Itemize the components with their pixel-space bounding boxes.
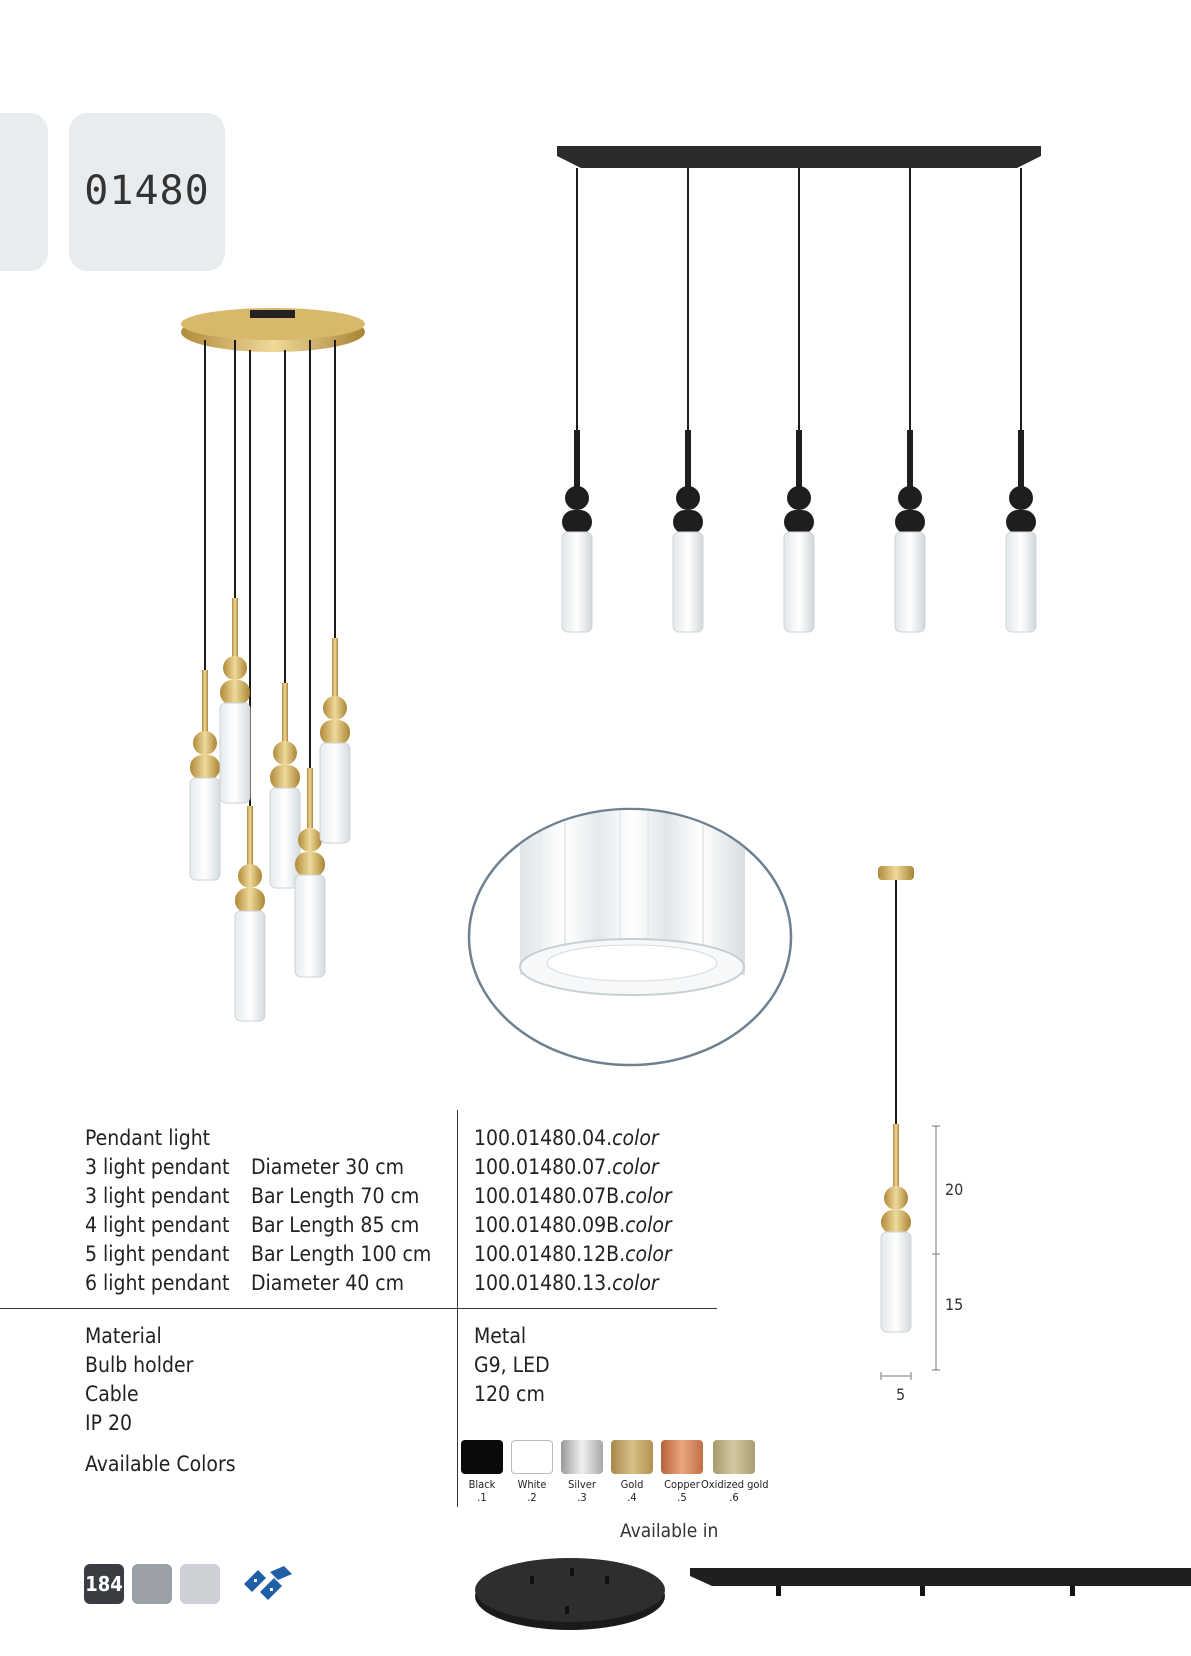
detail-values bbox=[474, 1322, 550, 1409]
detail-labels bbox=[85, 1322, 193, 1438]
side-tab bbox=[0, 113, 48, 271]
detail-value: 120 cm bbox=[474, 1382, 545, 1406]
product-code: 01480 bbox=[84, 168, 210, 214]
spec-type: Pendant light bbox=[85, 1126, 211, 1150]
product-code-row: 100.01480.07.color bbox=[474, 1155, 659, 1179]
spec-type: 3 light pendant bbox=[85, 1184, 230, 1208]
detail-label: Bulb holder bbox=[85, 1353, 194, 1377]
gold-cluster-pendant-image bbox=[170, 300, 370, 1030]
spec-type: 4 light pendant bbox=[85, 1213, 230, 1237]
product-code-row: 100.01480.12B.color bbox=[474, 1242, 672, 1266]
detail-value: Metal bbox=[474, 1324, 527, 1348]
table-horizontal-divider bbox=[0, 1308, 717, 1309]
glass-detail-image bbox=[465, 805, 795, 1070]
product-code-row: 100.01480.07B.color bbox=[474, 1184, 672, 1208]
light-grey-square bbox=[180, 1564, 220, 1604]
spec-size: Bar Length 70 cm bbox=[251, 1184, 420, 1208]
spec-type: 5 light pendant bbox=[85, 1242, 230, 1266]
dimension-width: 5 bbox=[896, 1385, 906, 1404]
spec-type-column bbox=[85, 1124, 229, 1298]
swatch-label: Copper .5 bbox=[664, 1478, 700, 1504]
spec-type: 6 light pendant bbox=[85, 1271, 230, 1295]
spec-size: Bar Length 85 cm bbox=[251, 1213, 420, 1237]
swatch-label: Gold .4 bbox=[620, 1478, 644, 1504]
swatch-copper bbox=[661, 1440, 703, 1474]
product-code-row: 100.01480.13.color bbox=[474, 1271, 659, 1295]
swatch-label: White .2 bbox=[517, 1478, 547, 1504]
detail-label: IP 20 bbox=[85, 1411, 132, 1435]
available-in-label: Available in bbox=[620, 1520, 719, 1542]
swatch-label: Black .1 bbox=[468, 1478, 496, 1504]
detail-label: Material bbox=[85, 1324, 162, 1348]
spec-size: Diameter 40 cm bbox=[251, 1271, 405, 1295]
dimension-upper: 20 bbox=[945, 1180, 964, 1199]
black-bar-pendant-image bbox=[555, 140, 1045, 640]
detail-value: G9, LED bbox=[474, 1353, 550, 1377]
brand-logo-icon bbox=[240, 1562, 298, 1606]
spec-code-column bbox=[474, 1124, 672, 1298]
swatch-silver bbox=[561, 1440, 603, 1474]
available-colors-label: Available Colors bbox=[85, 1452, 236, 1476]
spec-size: Diameter 30 cm bbox=[251, 1155, 405, 1179]
swatch-gold bbox=[611, 1440, 653, 1474]
spec-size: Bar Length 100 cm bbox=[251, 1242, 432, 1266]
page-number: 184 bbox=[84, 1564, 124, 1604]
linear-canopy-image bbox=[690, 1562, 1191, 1612]
swatch-label: Oxidized gold .6 bbox=[701, 1478, 769, 1504]
swatch-white bbox=[511, 1440, 553, 1474]
product-code-row: 100.01480.09B.color bbox=[474, 1213, 672, 1237]
swatch-oxidized-gold bbox=[713, 1440, 755, 1474]
grey-square bbox=[132, 1564, 172, 1604]
dimension-lower: 15 bbox=[945, 1295, 964, 1314]
detail-label: Cable bbox=[85, 1382, 139, 1406]
swatch-label: Silver .3 bbox=[568, 1478, 596, 1504]
round-canopy-image bbox=[470, 1548, 670, 1638]
product-code-row: 100.01480.04.color bbox=[474, 1126, 659, 1150]
swatch-black bbox=[461, 1440, 503, 1474]
single-pendant-dimension-image bbox=[870, 862, 950, 1382]
spec-type: 3 light pendant bbox=[85, 1155, 230, 1179]
spec-size-column bbox=[251, 1153, 431, 1298]
